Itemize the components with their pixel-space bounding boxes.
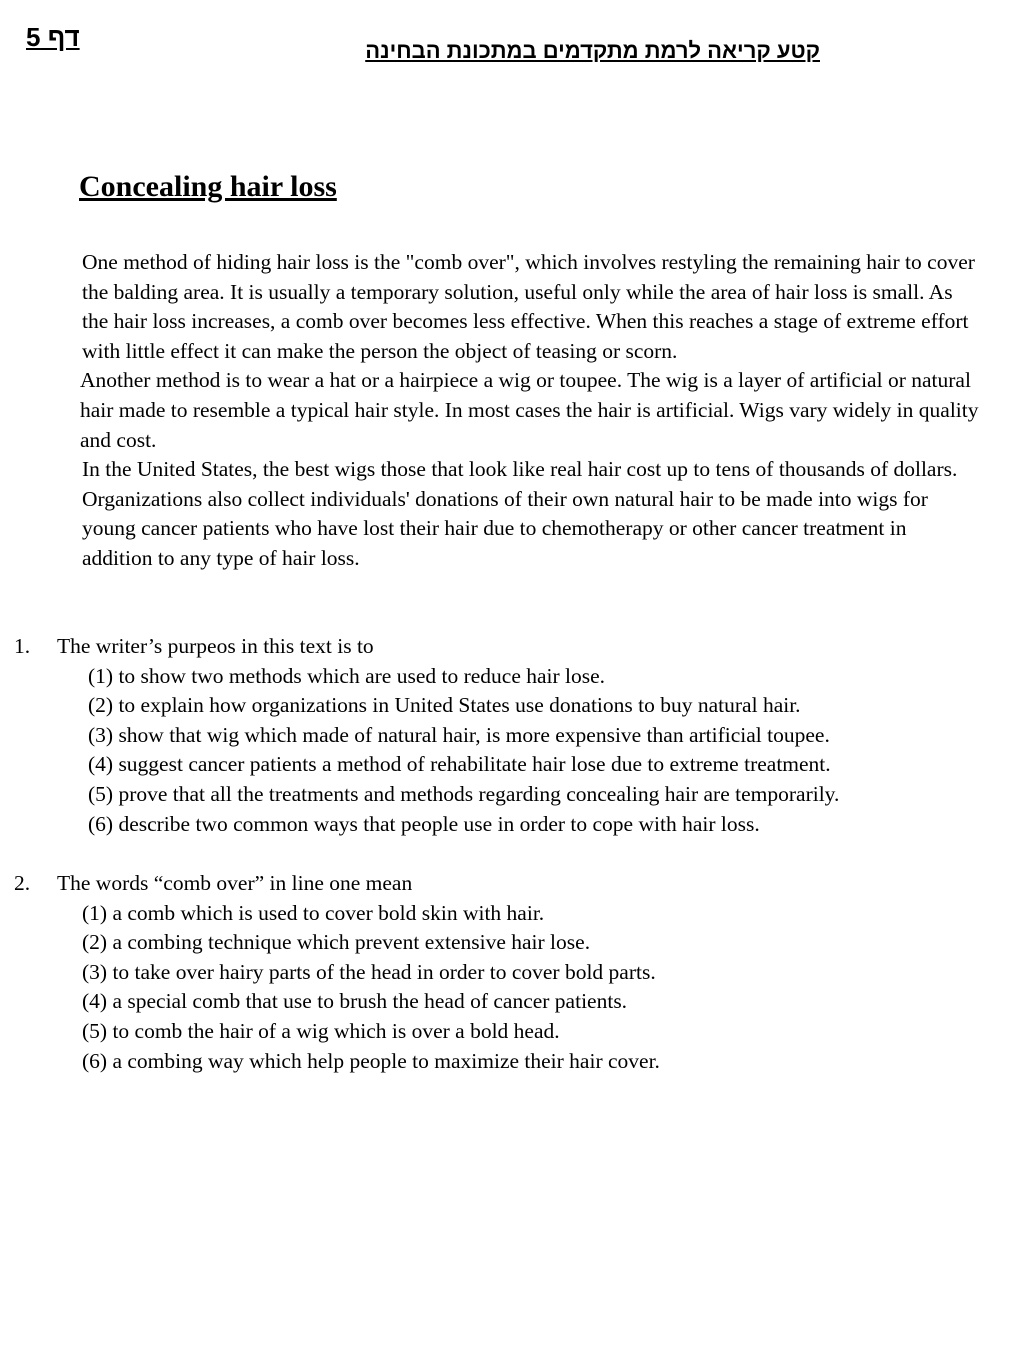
passage-paragraph-1: One method of hiding hair loss is the "comb over", which involves restyling the remaining hair to cover the balding area. It is usually a temporary solution, useful only while the area of hair loss is small. As the hair loss increases, a comb over becomes less effective. When this reaches a stage of extreme effort with little effect it can make the person the object of teasing or scorn. [82,250,975,363]
answer-option-4: (4) a special comb that use to brush the head of cancer patients. [82,989,628,1014]
answer-option-2: (2) a combing technique which prevent extensive hair lose. [82,930,591,955]
passage-paragraph-2: Another method is to wear a hat or a hairpiece a wig or toupee. The wig is a layer of artificial or natural hair made to resemble a typical hair style. In most cases the hair is artificial. Wigs vary widely in quality and cost. [80,368,979,452]
answer-option-2: (2) to explain how organizations in United States use donations to buy natural hair. [88,693,801,718]
question-text: The words “comb over” in line one mean [57,871,413,895]
answer-option-6: (6) describe two common ways that people use in order to cope with hair loss. [88,811,760,836]
question-text: The writer’s purpeos in this text is to [57,634,374,658]
passage-paragraph-3: In the United States, the best wigs those that look like real hair cost up to tens of thousands of dollars. Organizations also collect individuals' donations of their own natural hair to be made into wigs for young cancer patients who have lost their hair due to chemotherapy or other cancer treatment in addition to any type of hair loss. [82,457,958,570]
answer-option-5: (5) to comb the hair of a wig which is over a bold head. [82,1018,560,1043]
answer-option-4: (4) suggest cancer patients a method of rehabilitate hair lose due to extreme treatment. [88,752,831,777]
answer-options [82,899,1004,1077]
answer-option-3: (3) to take over hairy parts of the head in order to cover bold parts. [82,959,656,984]
reading-passage [82,248,982,574]
question-stem [14,632,1004,662]
answer-options [88,662,1004,840]
article-title: Concealing hair loss [79,170,337,203]
question-number: 2. [14,871,31,895]
answer-option-5: (5) prove that all the treatments and methods regarding concealing hair are temporarily. [88,781,840,806]
page-number: דף 5 [26,22,80,52]
answer-option-1: (1) a comb which is used to cover bold skin with hair. [82,900,545,925]
page-header-title: קטע קריאה לרמת מתקדמים במתכונת הבחינה [365,38,820,63]
question-2 [14,869,1004,1076]
question-1 [14,632,1004,839]
answer-option-1: (1) to show two methods which are used to reduce hair lose. [88,663,606,688]
question-number: 1. [14,634,31,658]
answer-option-6: (6) a combing way which help people to maximize their hair cover. [82,1048,660,1073]
answer-option-3: (3) show that wig which made of natural hair, is more expensive than artificial toupee. [88,722,830,747]
question-stem [14,869,1004,899]
